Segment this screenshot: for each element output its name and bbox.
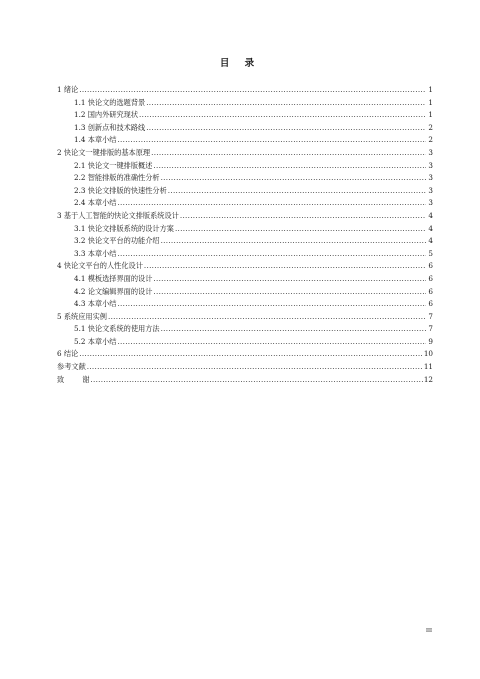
toc-entry-page: 1: [428, 110, 433, 120]
page-number: III: [426, 628, 432, 634]
toc-entry[interactable]: [57, 361, 433, 374]
toc-entry-label: 5.1 快论文系统的使用方法: [74, 324, 160, 334]
dot-leader: [180, 210, 426, 223]
toc-entry-page: 11: [423, 362, 433, 372]
toc-entry-page: 10: [423, 349, 433, 359]
toc-entry-label: 1.4 本章小结: [74, 135, 117, 145]
dot-leader: [117, 248, 426, 261]
dot-leader: [153, 273, 426, 286]
toc-entry-page: 1: [428, 85, 433, 94]
ack-char-1: 致: [57, 374, 65, 384]
toc-entry-label: 2.4 本章小结: [74, 198, 117, 208]
toc-entry-page: 3: [428, 173, 433, 183]
toc-entry-page: 5: [428, 248, 433, 258]
dot-leader: [108, 311, 426, 324]
dot-leader: [153, 160, 426, 173]
toc-entry[interactable]: [57, 172, 433, 185]
toc-entry-page: 6: [428, 273, 433, 283]
dot-leader: [117, 298, 426, 311]
toc-entry-label: 4.2 论文编辑界面的设计: [74, 286, 153, 296]
toc-entry-label: 2.2 智能排版的准确性分析: [74, 173, 160, 183]
toc-entry-page: 4: [428, 210, 433, 220]
ack-char-2: 谢: [82, 374, 90, 384]
toc-entry-label: 1.2 国内外研究现状: [74, 110, 139, 120]
table-of-contents: [57, 84, 433, 386]
toc-entry[interactable]: [57, 147, 433, 160]
toc-entry-page: 3: [428, 198, 433, 208]
toc-entry-page: 6: [428, 261, 433, 271]
toc-entry[interactable]: [57, 210, 433, 223]
toc-entry-label: 5.2 本章小结: [74, 336, 117, 346]
toc-entry-label: 参考文献: [57, 362, 86, 372]
dot-leader: [161, 235, 426, 248]
toc-entry[interactable]: [57, 223, 433, 236]
dot-leader: [139, 109, 426, 122]
toc-entry[interactable]: [57, 348, 433, 361]
toc-entry[interactable]: [57, 260, 433, 273]
toc-entry[interactable]: [57, 336, 433, 349]
dot-leader: [168, 185, 426, 198]
toc-entry[interactable]: [57, 323, 433, 336]
toc-entry[interactable]: [57, 122, 433, 135]
toc-entry[interactable]: [57, 97, 433, 110]
toc-entry-page: 9: [428, 336, 433, 346]
toc-entry[interactable]: [57, 298, 433, 311]
toc-entry-acknowledgements[interactable]: [57, 374, 433, 387]
toc-entry[interactable]: [57, 160, 433, 173]
toc-entry-page: 12: [423, 374, 433, 384]
toc-entry-label: 1.3 创新点和技术路线: [74, 122, 146, 132]
toc-entry-page: 4: [428, 236, 433, 246]
toc-entry[interactable]: [57, 248, 433, 261]
dot-leader: [79, 348, 423, 361]
toc-entry-page: 2: [428, 122, 433, 132]
toc-entry[interactable]: [57, 273, 433, 286]
toc-entry[interactable]: [57, 185, 433, 198]
toc-entry[interactable]: [57, 84, 433, 97]
toc-entry-label: 2 快论文一键排版的基本原理: [57, 147, 151, 157]
toc-entry-page: 3: [428, 160, 433, 170]
dot-leader: [161, 172, 426, 185]
toc-entry-label: 3.1 快论文排版系统的设计方案: [74, 223, 174, 233]
toc-entry-label: 2.1 快论文一键排版概述: [74, 160, 153, 170]
dot-leader: [79, 84, 426, 97]
toc-entry-page: 4: [428, 223, 433, 233]
toc-entry-label: 4 快论文平台的人性化设计: [57, 261, 143, 271]
toc-entry-label: 5 系统应用实例: [57, 311, 107, 321]
dot-leader: [117, 134, 426, 147]
toc-entry-label: 3 基于人工智能的快论文排版系统设计: [57, 210, 179, 220]
toc-entry[interactable]: [57, 311, 433, 324]
toc-entry-label: [57, 374, 89, 387]
dot-leader: [153, 286, 426, 299]
toc-entry-page: 7: [428, 324, 433, 334]
toc-entry[interactable]: [57, 109, 433, 122]
toc-entry-label: 3.3 本章小结: [74, 248, 117, 258]
toc-entry-page: 6: [428, 299, 433, 309]
dot-leader: [151, 147, 426, 160]
dot-leader: [117, 336, 426, 349]
toc-entry-page: 6: [428, 286, 433, 296]
dot-leader: [146, 97, 426, 110]
toc-entry-label: 3.2 快论文平台的功能介绍: [74, 236, 160, 246]
dot-leader: [144, 260, 426, 273]
toc-entry-label: 4.1 模板选择界面的设计: [74, 273, 153, 283]
toc-entry-page: 1: [428, 97, 433, 107]
dot-leader: [146, 122, 426, 135]
toc-entry-page: 2: [428, 135, 433, 145]
toc-entry[interactable]: [57, 134, 433, 147]
dot-leader: [175, 223, 426, 236]
toc-entry[interactable]: [57, 286, 433, 299]
toc-entry-page: 3: [428, 185, 433, 195]
toc-entry-label: 1.1 快论文的选题背景: [74, 97, 146, 107]
page-title: 目 录: [219, 58, 261, 69]
toc-entry-label: 2.3 快论文排版的快速性分析: [74, 185, 167, 195]
toc-entry-label: 4.3 本章小结: [74, 299, 117, 309]
toc-entry-label: 6 结论: [57, 349, 79, 359]
toc-entry-label: 1 绪论: [57, 85, 79, 94]
toc-entry[interactable]: [57, 197, 433, 210]
toc-entry-page: 7: [428, 311, 433, 321]
toc-entry[interactable]: [57, 235, 433, 248]
dot-leader: [87, 361, 423, 374]
toc-entry-page: 3: [428, 147, 433, 157]
dot-leader: [161, 323, 426, 336]
dot-leader: [117, 197, 426, 210]
dot-leader: [90, 374, 422, 387]
